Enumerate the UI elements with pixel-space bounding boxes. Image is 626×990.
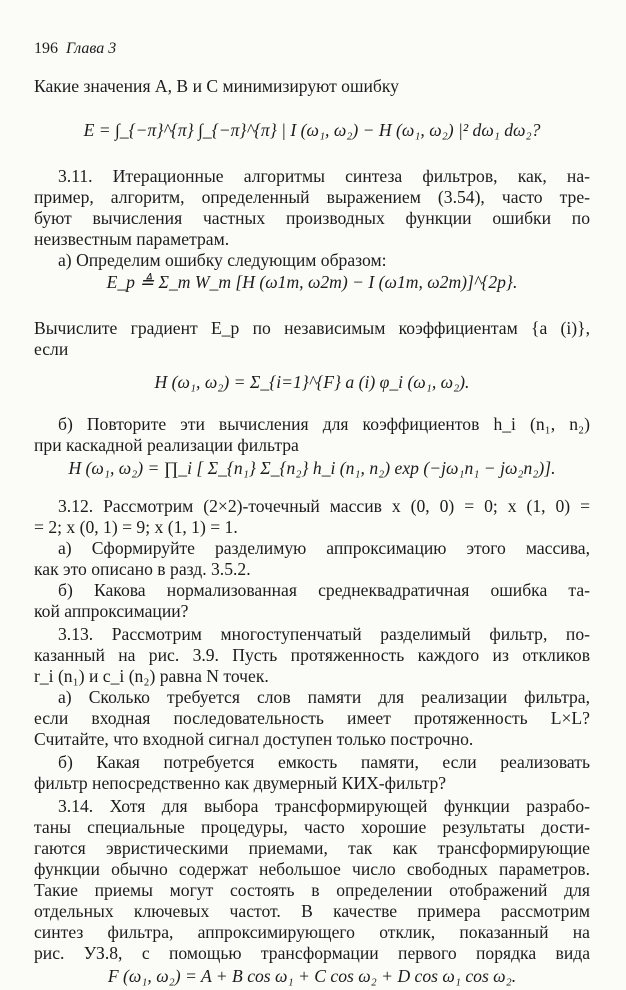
text-line: неизвестным параметрам. — [34, 229, 230, 249]
equation-h-product: H (ω₁, ω₂) = ∏_i [ Σ_{n₁} Σ_{n₂} h_i (n₁, n₂) exp (−jω₁n₁ − jω₂n₂)]. — [68, 458, 556, 478]
text-line: 3.11. Итерационные алгоритмы синтеза фильтров, как, на- — [58, 166, 590, 186]
text-line: пример, алгоритм, определенный выражением (3.54), часто тре- — [34, 187, 590, 207]
text-line: если входная последовательность имеет протяженность L×L? — [34, 708, 590, 728]
text-line: функции обычно содержат небольшое число свободных параметров. — [34, 859, 590, 879]
text-line: как это описано в разд. 3.5.2. — [34, 559, 251, 579]
text-line: а) Определим ошибку следующим образом: — [58, 250, 387, 270]
text-line: б) Какая потребуется емкость памяти, если реализовать — [58, 752, 590, 772]
text-line: таны специальные процедуры, часто хорошие результаты дости- — [34, 817, 590, 837]
text-line: синтез фильтра, аппроксимирующего отклик, показанный на — [34, 922, 590, 942]
chapter-title: Глава 3 — [66, 40, 117, 57]
text-line: = 2; x (0, 1) = 9; x (1, 1) = 1. — [34, 517, 238, 537]
text-line: Вычислите градиент E_p по независимым коэффициентам {a (i)}, — [34, 318, 590, 338]
text-line: буют вычисления частных производных функции ошибки по — [34, 208, 590, 228]
text-line: а) Сколько требуется слов памяти для реализации фильтра, — [58, 687, 590, 707]
text-line: если — [34, 339, 69, 359]
text-line: гаются эвристическими приемами, так как трансформирующие — [34, 838, 590, 858]
page-number: 196 — [34, 40, 58, 57]
text-line: кой аппроксимации? — [34, 601, 189, 621]
text-line: фильтр непосредственно как двумерный КИХ-фильтр? — [34, 773, 447, 793]
text-line: рис. УЗ.8, с помощью трансформации первого порядка вида — [34, 943, 590, 963]
text-line: 3.12. Рассмотрим (2×2)-точечный массив x (0, 0) = 0; x (1, 0) = — [58, 496, 590, 516]
equation-transform: F (ω₁, ω₂) = A + B cos ω₁ + C cos ω₂ + D cos ω₁ cos ω₂. — [107, 966, 517, 986]
text-line: отдельных ключевых частот. В качестве примера рассмотрим — [34, 901, 590, 921]
page-header — [34, 38, 590, 59]
text-line: Какие значения A, B и C минимизируют ошибку — [34, 76, 399, 96]
text-line: казанный на рис. 3.9. Пусть протяженность каждого из откликов — [34, 645, 590, 665]
text-line: а) Сформируйте разделимую аппроксимацию этого массива, — [58, 538, 590, 558]
equation-ep: E_p ≜ Σ_m W_m [H (ω1m, ω2m) − I (ω1m, ω2m)]^{2p}. — [106, 272, 518, 292]
text-line: б) Какова нормализованная среднеквадратичная ошибка та- — [58, 580, 590, 600]
text-line: б) Повторите эти вычисления для коэффициентов h_i (n₁, n₂) — [58, 414, 590, 434]
text-line: Такие приемы могут состоять в определении отображений для — [34, 880, 590, 900]
equation-h-sum: H (ω₁, ω₂) = Σ_{i=1}^{F} a (i) φ_i (ω₁, ω₂). — [154, 372, 470, 392]
text-line: 3.13. Рассмотрим многоступенчатый разделимый фильтр, по- — [58, 624, 590, 644]
text-line: r_i (n₁) и c_i (n₂) равна N точек. — [34, 666, 269, 686]
equation-error-integral: E = ∫_{−π}^{π} ∫_{−π}^{π} | I (ω₁, ω₂) − H (ω₁, ω₂) |² dω₁ dω₂? — [83, 120, 541, 140]
text-line: 3.14. Хотя для выбора трансформирующей функции разрабо- — [58, 796, 590, 816]
text-line: Считайте, что входной сигнал доступен только построчно. — [34, 729, 474, 749]
text-line: при каскадной реализации фильтра — [34, 435, 299, 455]
